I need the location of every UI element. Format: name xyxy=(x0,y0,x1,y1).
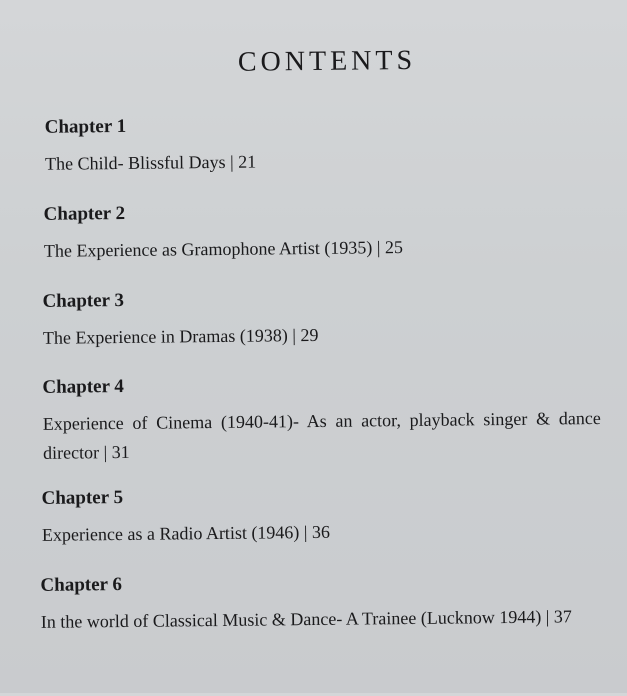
chapter-title: The Experience in Dramas (1938) | 29 xyxy=(42,324,319,348)
page-title: CONTENTS xyxy=(237,44,417,78)
chapter-title: Experience as a Radio Artist (1946) | 36 xyxy=(41,521,331,545)
chapter-title: Experience of Cinema (1940-41)- As an actor, playback singer & dance director | 31 xyxy=(42,407,601,463)
chapter-label: Chapter 5 xyxy=(41,487,124,509)
toc-entry-3 xyxy=(42,284,627,353)
chapter-title: The Experience as Gramophone Artist (1935) | 25 xyxy=(43,237,404,261)
toc-entry-5 xyxy=(41,481,627,550)
toc-entry-1 xyxy=(45,110,626,179)
chapter-label: Chapter 2 xyxy=(43,202,126,225)
chapter-title: The Child- Blissful Days | 21 xyxy=(44,151,257,174)
toc-entry-4 xyxy=(42,370,627,468)
chapter-title: In the world of Classical Music & Dance- A Trainee (Lucknow 1944) | 37 xyxy=(40,606,572,632)
chapter-label: Chapter 1 xyxy=(44,115,127,138)
chapter-label: Chapter 6 xyxy=(40,574,123,596)
toc-entry-2 xyxy=(43,197,626,266)
chapter-label: Chapter 3 xyxy=(42,289,125,312)
chapter-label: Chapter 4 xyxy=(42,375,124,398)
toc-entry-6 xyxy=(40,568,627,637)
